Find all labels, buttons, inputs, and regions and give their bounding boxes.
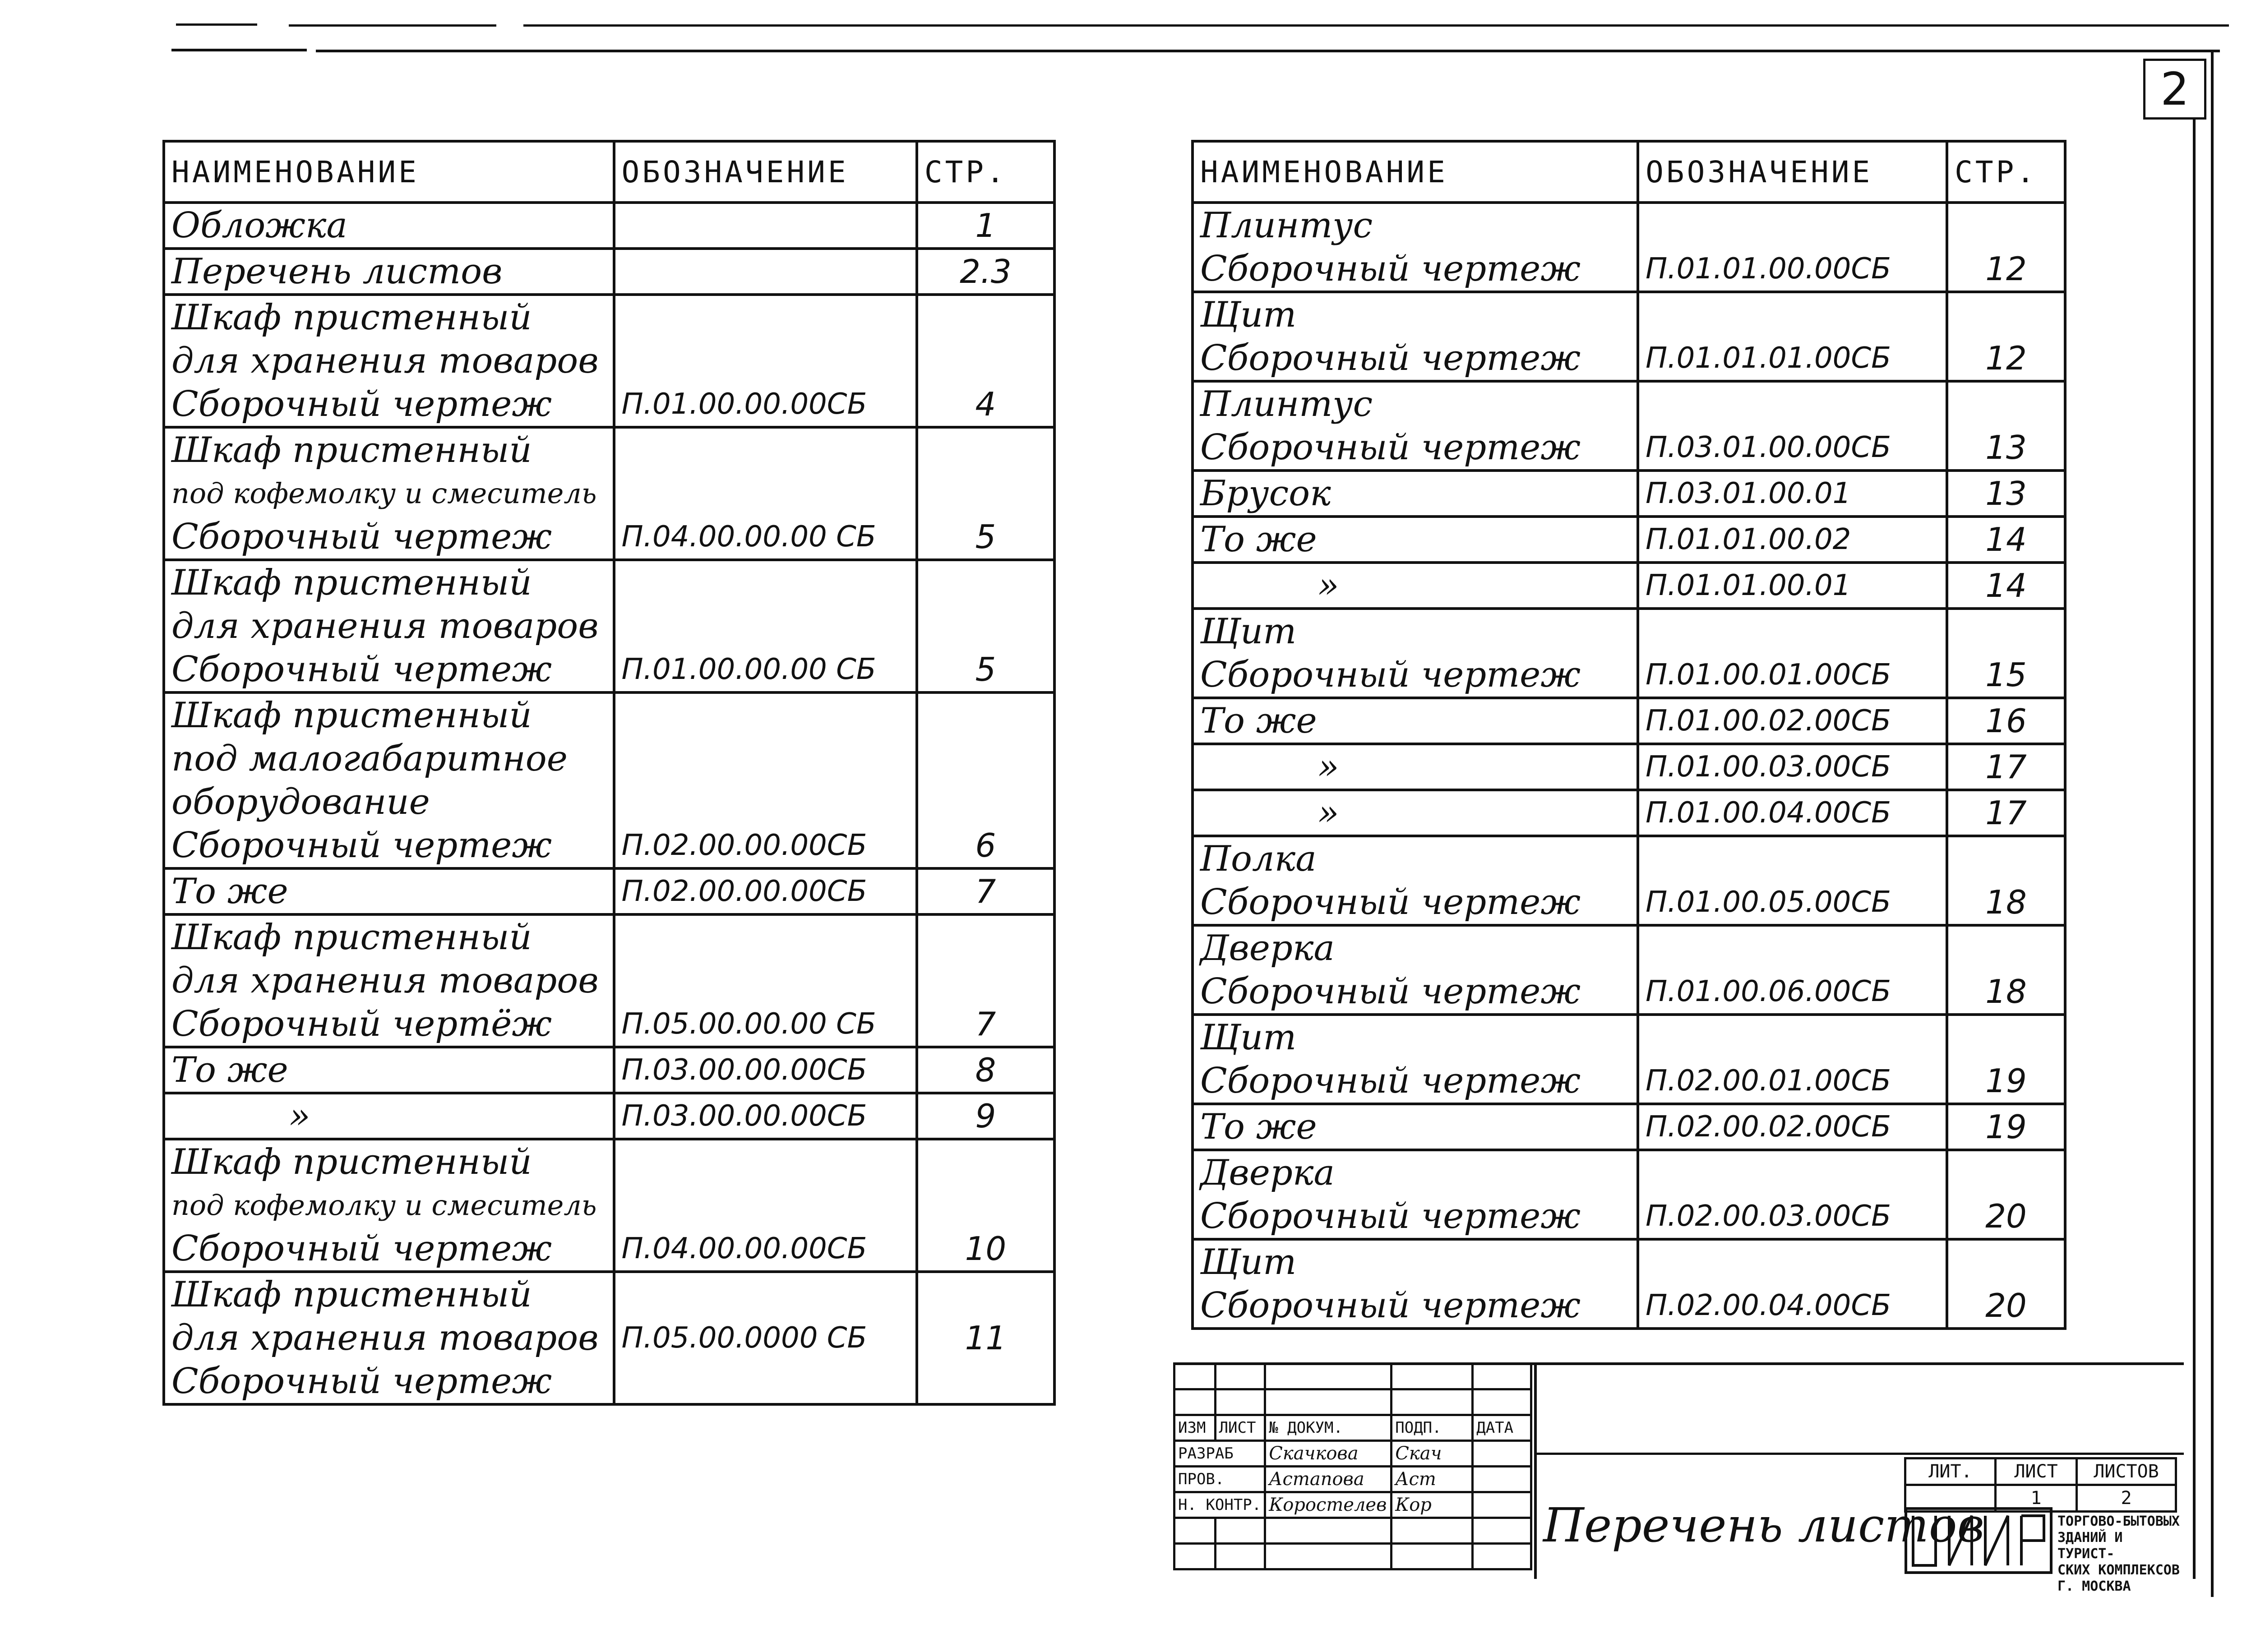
sheet-code: П.02.00.03.00СБ: [1638, 1150, 1947, 1239]
org-line: ТОРГОВО-БЫТОВЫХ: [2057, 1514, 2180, 1529]
sheet-name: [164, 249, 614, 295]
sheets-value: 2: [2077, 1485, 2176, 1512]
col-header-date: ДАТА: [1473, 1415, 1531, 1441]
name-line: Сборочный чертеж: [171, 825, 552, 866]
sheet-name: [1193, 698, 1638, 744]
name-line: Дверка: [1200, 1153, 1335, 1193]
sheet-number: 2: [2143, 59, 2206, 120]
institute-logo-icon: [1904, 1507, 2053, 1574]
name-line: под кофемолку и смеситель: [171, 1189, 597, 1222]
sheet-info-table: [1904, 1457, 2177, 1513]
sheet-code: П.04.00.00.00СБ: [614, 1139, 917, 1272]
title-block-col-headers: [1174, 1415, 1531, 1441]
frame-right: [2211, 50, 2214, 1597]
table-row: [1193, 1150, 2065, 1239]
sheets-label: ЛИСТОВ: [2077, 1458, 2176, 1485]
sheet-name: [1193, 1239, 1638, 1329]
sheet-name: [1193, 1104, 1638, 1150]
col-header-change: ИЗМ: [1174, 1415, 1216, 1441]
name-line: Плинтус: [1200, 205, 1373, 246]
name-line: То же: [1200, 701, 1317, 741]
sheet-code: П.01.00.02.00СБ: [1638, 698, 1947, 744]
role-label: ПРОВ.: [1174, 1467, 1265, 1492]
org-line: Г. МОСКВА: [2057, 1578, 2131, 1594]
sheet-page: 13: [1947, 471, 2065, 517]
sheet-page: 12: [1947, 203, 2065, 292]
header-name: НАИМЕНОВАНИЕ: [1193, 141, 1638, 203]
sheet-name: [1193, 790, 1638, 836]
sheet-code: П.01.00.03.00СБ: [1638, 744, 1947, 790]
title-block: [1173, 1362, 2184, 1594]
name-line: Сборочный чертеж: [1200, 427, 1581, 468]
table-row: [1193, 1239, 2065, 1329]
sheet-name: [164, 1047, 614, 1093]
name-line: Сборочный чертеж: [171, 1361, 552, 1402]
role-name: Астапова: [1265, 1467, 1392, 1492]
name-line: Сборочный чертеж: [1200, 1196, 1581, 1237]
sheet-name: [1193, 381, 1638, 471]
sheet-page: 18: [1947, 925, 2065, 1015]
sheet-code: П.03.00.00.00СБ: [614, 1047, 917, 1093]
name-line: Шкаф пристенный: [171, 1142, 532, 1182]
left-sheet-list-table: [162, 140, 1056, 1406]
name-line: Шкаф пристенный: [171, 917, 532, 958]
sheet-code: П.01.00.01.00СБ: [1638, 609, 1947, 698]
name-line: для хранения товаров: [171, 1318, 599, 1358]
table-row: [1193, 563, 2065, 609]
top-dash-line: [523, 24, 2229, 27]
sheet-code: П.03.00.00.00СБ: [614, 1093, 917, 1139]
role-label: РАЗРАБ: [1174, 1441, 1265, 1467]
table-row: [164, 1047, 1054, 1093]
title-block-divider: [1534, 1453, 2184, 1455]
role-signature: Кор: [1392, 1492, 1473, 1518]
sheet-name: [1193, 744, 1638, 790]
name-line: Щит: [1200, 1017, 1297, 1058]
sheet-name: [164, 692, 614, 868]
table-row: [164, 1139, 1054, 1272]
top-dash-line: [176, 23, 257, 26]
sheet-name: [1193, 1015, 1638, 1104]
document-title: Перечень листов: [1543, 1498, 1984, 1553]
table-row: [164, 1093, 1054, 1139]
sheet-code: П.02.00.02.00СБ: [1638, 1104, 1947, 1150]
sheet-page: 20: [1947, 1239, 2065, 1329]
sheet-name: [1193, 1150, 1638, 1239]
sheet-page: 5: [917, 560, 1054, 692]
table-row: [1193, 836, 2065, 925]
table-row: [1193, 925, 2065, 1015]
sheet-label: ЛИСТ: [1996, 1458, 2077, 1485]
name-line: То же: [1200, 519, 1317, 560]
sheet-code: П.01.00.00.00СБ: [614, 295, 917, 427]
name-line: Шкаф пристенный: [171, 1274, 532, 1315]
sheet-name: [164, 1093, 614, 1139]
sheet-code: П.02.00.00.00СБ: [614, 692, 917, 868]
name-line: Сборочный чертеж: [1200, 249, 1581, 289]
name-line: Сборочный чертеж: [171, 517, 552, 557]
sheet-code: П.03.01.00.00СБ: [1638, 381, 1947, 471]
sheet-name: [164, 560, 614, 692]
col-header-doc: № ДОКУМ.: [1265, 1415, 1392, 1441]
header-page: СТР.: [917, 141, 1054, 203]
sheet-name: [164, 914, 614, 1047]
name-line: для хранения товаров: [171, 606, 599, 646]
table-row: [1193, 1104, 2065, 1150]
sheet-page: 17: [1947, 790, 2065, 836]
name-line: Сборочный чертёж: [171, 1004, 552, 1044]
name-line: Обложка: [171, 205, 347, 246]
name-line: Дверка: [1200, 928, 1335, 969]
table-row: [1193, 698, 2065, 744]
header-code: ОБОЗНАЧЕНИЕ: [614, 141, 917, 203]
sheet-code: П.02.00.00.00СБ: [614, 868, 917, 914]
name-line: для хранения товаров: [171, 960, 599, 1001]
sheet-name: [1193, 836, 1638, 925]
name-line: »: [1318, 793, 1339, 833]
name-line: Щит: [1200, 611, 1297, 652]
table-row: [164, 203, 1054, 249]
table-row: [1193, 744, 2065, 790]
sheet-code: П.02.00.01.00СБ: [1638, 1015, 1947, 1104]
frame-right-inner: [2193, 117, 2196, 1579]
sheet-page: 19: [1947, 1104, 2065, 1150]
sheet-value: 1: [1996, 1485, 2077, 1512]
sheet-page: 7: [917, 868, 1054, 914]
sheet-code: П.05.00.00.00 СБ: [614, 914, 917, 1047]
sheet-page: 17: [1947, 744, 2065, 790]
sheet-page: 18: [1947, 836, 2065, 925]
table-row: [164, 560, 1054, 692]
role-name: Коростелев: [1265, 1492, 1392, 1518]
sheet-code: [614, 203, 917, 249]
sheet-page: 16: [1947, 698, 2065, 744]
table-row: [1193, 1015, 2065, 1104]
header-code: ОБОЗНАЧЕНИЕ: [1638, 141, 1947, 203]
sheet-name: [164, 868, 614, 914]
sheet-name: [1193, 517, 1638, 563]
sheet-code: П.01.00.06.00СБ: [1638, 925, 1947, 1015]
table-row: [1193, 381, 2065, 471]
sheet-page: 1: [917, 203, 1054, 249]
name-line: Шкаф пристенный: [171, 695, 532, 736]
top-dash-line: [289, 24, 496, 27]
name-line: Шкаф пристенный: [171, 563, 532, 603]
header-name: НАИМЕНОВАНИЕ: [164, 141, 614, 203]
sheet-name: [164, 427, 614, 560]
name-line: То же: [171, 871, 288, 912]
sheet-page: 13: [1947, 381, 2065, 471]
sheet-name: [1193, 563, 1638, 609]
organization-name: [2057, 1514, 2184, 1595]
role-signature: Аст: [1392, 1467, 1473, 1492]
sheet-page: 12: [1947, 292, 2065, 381]
role-name: Скачкова: [1265, 1441, 1392, 1467]
frame-top: [316, 50, 2220, 52]
sheet-code: П.01.00.05.00СБ: [1638, 836, 1947, 925]
name-line: Сборочный чертеж: [171, 1228, 552, 1269]
table-row: [1193, 292, 2065, 381]
name-line: Щит: [1200, 1242, 1297, 1283]
sheet-page: 2.3: [917, 249, 1054, 295]
name-line: под кофемолку и смеситель: [171, 477, 597, 510]
sheet-name: [1193, 203, 1638, 292]
role-label: Н. КОНТР.: [1174, 1492, 1265, 1518]
table-row: [164, 427, 1054, 560]
sheet-page: 8: [917, 1047, 1054, 1093]
name-line: Перечень листов: [171, 251, 503, 292]
sheet-name: [1193, 292, 1638, 381]
sheet-code: П.03.01.00.01: [1638, 471, 1947, 517]
table-row: [1193, 609, 2065, 698]
sheet-page: 20: [1947, 1150, 2065, 1239]
role-row-developer: [1174, 1441, 1531, 1467]
name-line: »: [1318, 565, 1339, 606]
sheet-page: 14: [1947, 563, 2065, 609]
sheet-name: [1193, 609, 1638, 698]
sheet-page: 11: [917, 1272, 1054, 1404]
table-row: [1193, 790, 2065, 836]
sheet-page: 7: [917, 914, 1054, 1047]
name-line: Сборочный чертеж: [1200, 1061, 1581, 1101]
role-row-checker: [1174, 1467, 1531, 1492]
table-header-row: [1193, 141, 2065, 203]
table-row: [164, 249, 1054, 295]
sheet-page: 4: [917, 295, 1054, 427]
header-page: СТР.: [1947, 141, 2065, 203]
sheet-code: П.01.00.04.00СБ: [1638, 790, 1947, 836]
top-dash-line: [171, 49, 307, 51]
name-line: Полка: [1200, 839, 1317, 879]
name-line: Сборочный чертеж: [1200, 1285, 1581, 1326]
sheet-name: [1193, 925, 1638, 1015]
name-line: То же: [1200, 1107, 1317, 1147]
title-block-signature-grid: [1173, 1362, 1532, 1570]
role-signature: Скач: [1392, 1441, 1473, 1467]
sheet-page: 5: [917, 427, 1054, 560]
sheet-code: П.01.01.01.00СБ: [1638, 292, 1947, 381]
sheet-code: П.01.01.00.02: [1638, 517, 1947, 563]
name-line: Сборочный чертеж: [1200, 971, 1581, 1012]
name-line: Шкаф пристенный: [171, 430, 532, 471]
sheet-name: [1193, 471, 1638, 517]
col-header-sheet: ЛИСТ: [1215, 1415, 1265, 1441]
name-line: Сборочный чертеж: [171, 649, 552, 690]
name-line: »: [289, 1096, 310, 1136]
right-sheet-list-table: [1191, 140, 2066, 1330]
sheet-page: 6: [917, 692, 1054, 868]
sheet-name: [164, 203, 614, 249]
sheet-page: 14: [1947, 517, 2065, 563]
title-block-vertical: [1534, 1362, 1537, 1579]
sheet-code: П.01.00.00.00 СБ: [614, 560, 917, 692]
sheet-page: 19: [1947, 1015, 2065, 1104]
sheet-code: П.01.01.00.01: [1638, 563, 1947, 609]
table-row: [1193, 517, 2065, 563]
sheet-name: [164, 1139, 614, 1272]
table-row: [164, 868, 1054, 914]
sheet-code: П.01.01.00.00СБ: [1638, 203, 1947, 292]
role-row-norm-control: [1174, 1492, 1531, 1518]
name-line: Шкаф пристенный: [171, 297, 532, 338]
sheet-code: П.05.00.0000 СБ: [614, 1272, 917, 1404]
table-row: [164, 914, 1054, 1047]
name-line: Сборочный чертеж: [1200, 338, 1581, 378]
name-line: Брусок: [1200, 473, 1331, 514]
stage-label: ЛИТ.: [1905, 1458, 1996, 1485]
name-line: под малогабаритное: [171, 738, 568, 779]
sheet-name: [164, 1272, 614, 1404]
table-row: [1193, 203, 2065, 292]
sheet-code: П.04.00.00.00 СБ: [614, 427, 917, 560]
sheet-page: 15: [1947, 609, 2065, 698]
col-header-sign: ПОДП.: [1392, 1415, 1473, 1441]
name-line: То же: [171, 1050, 288, 1090]
name-line: Сборочный чертеж: [171, 384, 552, 425]
sheet-code: [614, 249, 917, 295]
name-line: оборудование: [171, 782, 430, 822]
sheet-name: [164, 295, 614, 427]
name-line: для хранения товаров: [171, 341, 599, 381]
name-line: Плинтус: [1200, 384, 1373, 425]
table-row: [164, 1272, 1054, 1404]
org-line: ЗДАНИЙ И ТУРИСТ-: [2057, 1530, 2123, 1562]
sheet-code: П.02.00.04.00СБ: [1638, 1239, 1947, 1329]
table-row: [1193, 471, 2065, 517]
name-line: Сборочный чертеж: [1200, 655, 1581, 695]
name-line: Сборочный чертеж: [1200, 882, 1581, 923]
table-header-row: [164, 141, 1054, 203]
org-line: СКИХ КОМПЛЕКСОВ: [2057, 1562, 2180, 1578]
table-row: [164, 692, 1054, 868]
name-line: Щит: [1200, 295, 1297, 335]
sheet-page: 9: [917, 1093, 1054, 1139]
table-row: [164, 295, 1054, 427]
name-line: »: [1318, 747, 1339, 787]
sheet-page: 10: [917, 1139, 1054, 1272]
